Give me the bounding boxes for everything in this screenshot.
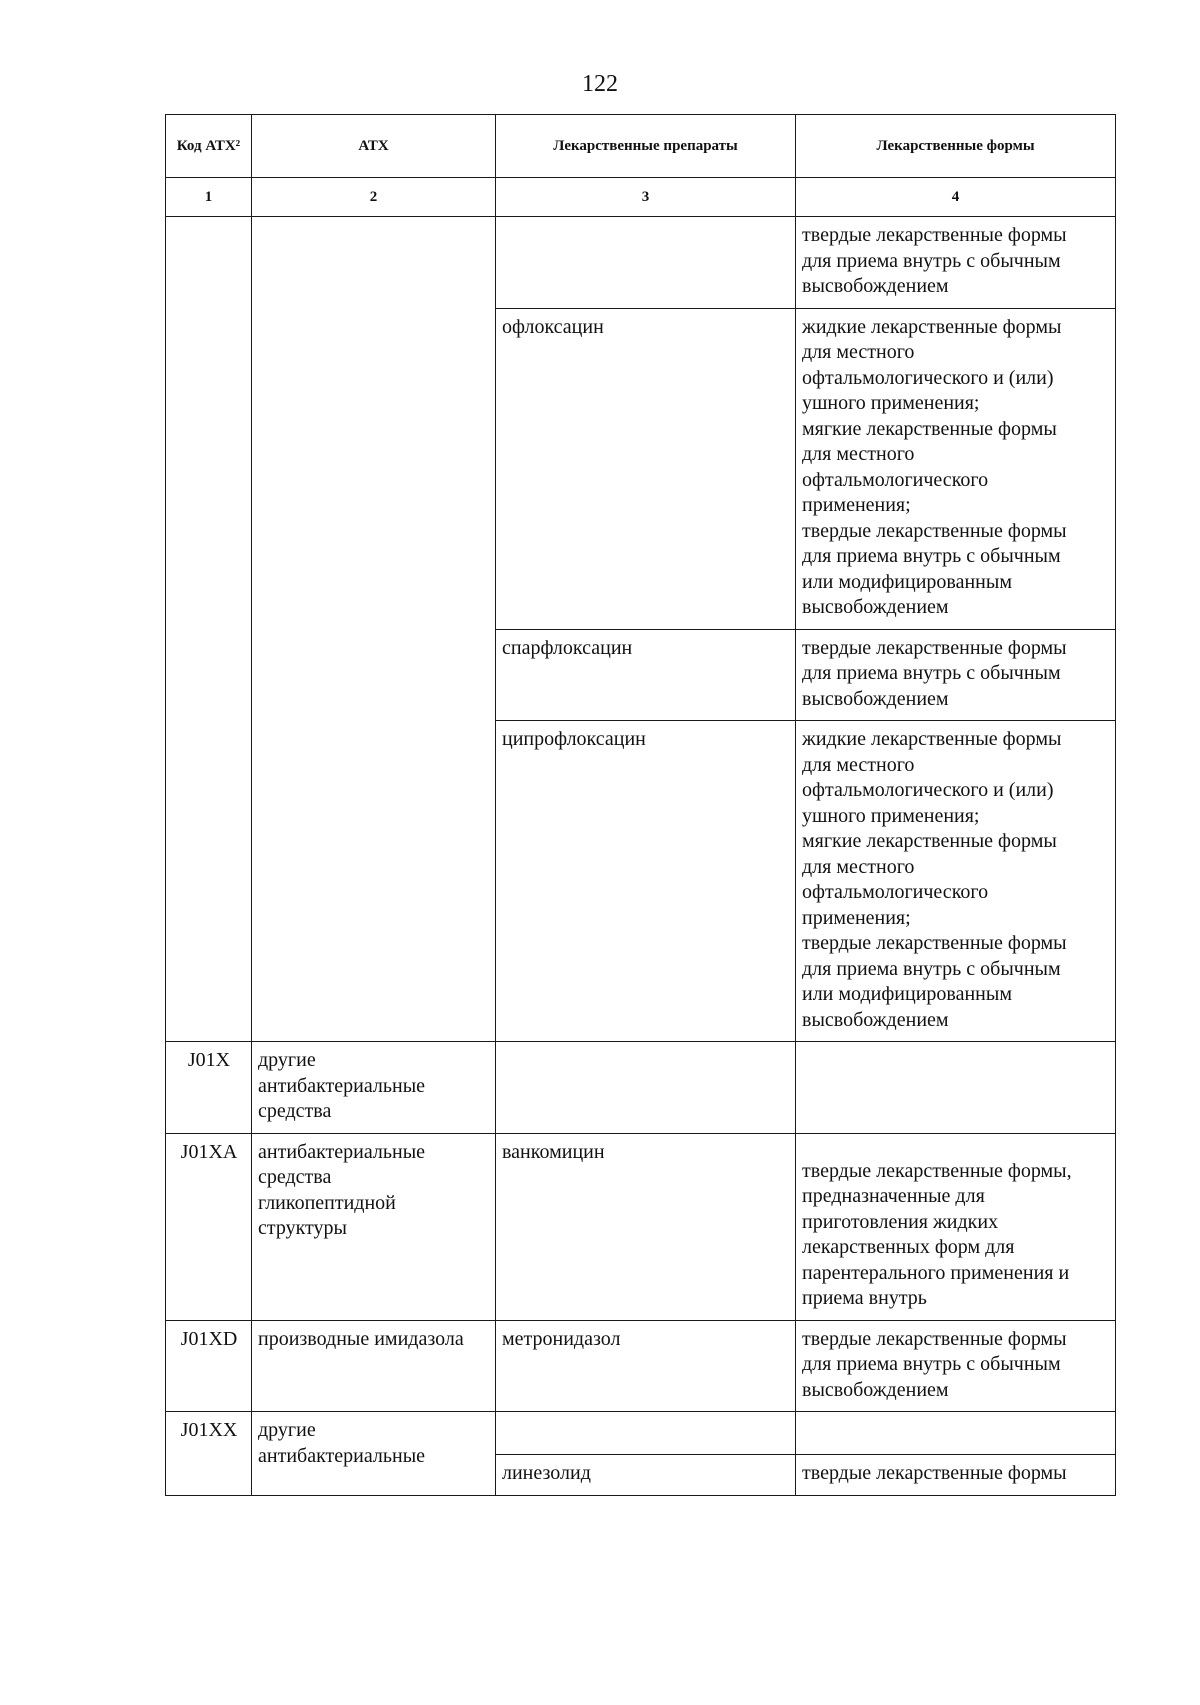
table-row [166, 1042, 1116, 1134]
forms-cell: твердые лекарственные формы для приема внутрь с обычным высвобождением [796, 1320, 1116, 1412]
code-cell: J01XX [166, 1412, 252, 1496]
atx-cell: антибактериальные средства гликопептидной структуры [252, 1133, 496, 1320]
drug-cell: спарфлоксацин [496, 629, 796, 721]
forms-cell: жидкие лекарственные формы для местного офтальмологического и (или) ушного применения; мягкие лекарственные формы для местного офтальмологического применения; твердые лекарственные формы для приема внутрь с обычным или модифицированным высвобождением [796, 721, 1116, 1042]
header-code-atx: Код АТХ² [166, 115, 252, 178]
drug-cell: ванкомицин [496, 1133, 796, 1320]
table-header-row [166, 115, 1116, 178]
atx-cell: другие антибактериальные средства [252, 1042, 496, 1134]
code-cell [166, 217, 252, 1042]
drug-cell: офлоксацин [496, 308, 796, 629]
atx-cell: другие антибактериальные [252, 1412, 496, 1496]
header-atx: АТХ [252, 115, 496, 178]
column-number-1: 1 [166, 178, 252, 217]
forms-cell [796, 1412, 1116, 1455]
forms-cell: жидкие лекарственные формы для местного офтальмологического и (или) ушного применения; мягкие лекарственные формы для местного офтальмологического применения; твердые лекарственные формы для приема внутрь с обычным или модифицированным высвобождением [796, 308, 1116, 629]
drug-cell [496, 1412, 796, 1455]
column-number-3: 3 [496, 178, 796, 217]
forms-cell [796, 1042, 1116, 1134]
forms-cell: твердые лекарственные формы, предназначенные для приготовления жидких лекарственных форм для парентерального применения и приема внутрь [796, 1133, 1116, 1320]
code-cell: J01XA [166, 1133, 252, 1320]
header-drugs: Лекарственные препараты [496, 115, 796, 178]
column-number-row [166, 178, 1116, 217]
atx-cell [252, 217, 496, 1042]
drug-cell: линезолид [496, 1455, 796, 1496]
table-row [166, 217, 1116, 309]
drug-cell: ципрофлоксацин [496, 721, 796, 1042]
column-number-4: 4 [796, 178, 1116, 217]
column-number-2: 2 [252, 178, 496, 217]
drug-cell [496, 1042, 796, 1134]
code-cell: J01X [166, 1042, 252, 1134]
header-forms: Лекарственные формы [796, 115, 1116, 178]
table-row [166, 1412, 1116, 1455]
table-row [166, 1320, 1116, 1412]
atx-cell: производные имидазола [252, 1320, 496, 1412]
table-row [166, 1133, 1116, 1320]
forms-cell: твердые лекарственные формы для приема внутрь с обычным высвобождением [796, 217, 1116, 309]
drug-cell: метронидазол [496, 1320, 796, 1412]
forms-cell: твердые лекарственные формы [796, 1455, 1116, 1496]
drug-cell [496, 217, 796, 309]
page-number: 122 [582, 71, 618, 97]
atx-drug-table [165, 114, 1116, 1496]
code-cell: J01XD [166, 1320, 252, 1412]
forms-cell: твердые лекарственные формы для приема внутрь с обычным высвобождением [796, 629, 1116, 721]
